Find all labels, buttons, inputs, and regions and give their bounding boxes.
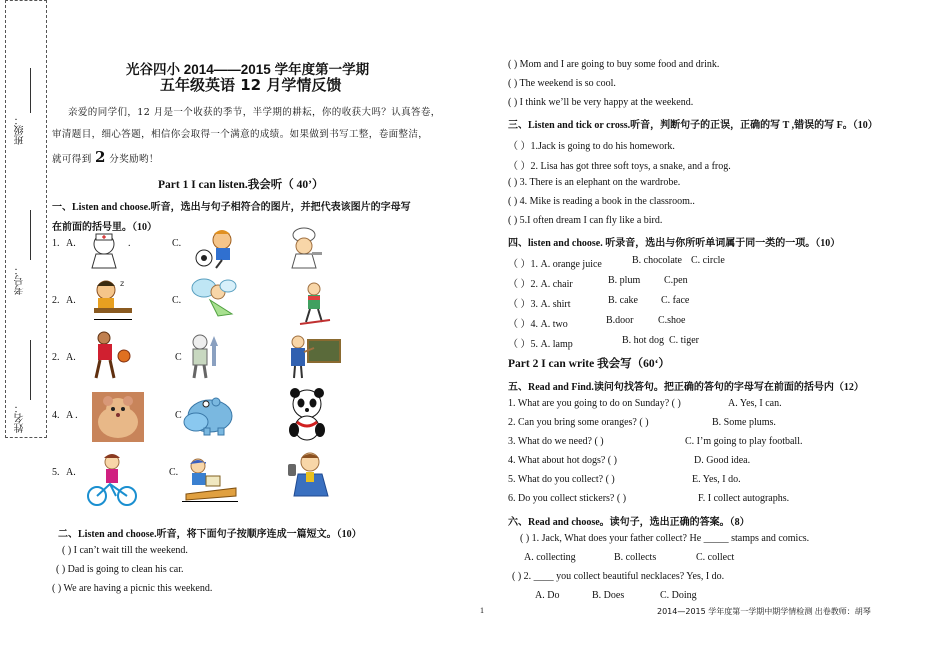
sec4-item2-a: （ ）2. A. chair <box>508 279 573 290</box>
basketball-player-picture <box>88 330 132 382</box>
intro-line3-post: 分奖励哟！ <box>109 154 159 165</box>
class-line <box>30 68 31 113</box>
sec5-q6: 6. Do you collect stickers? ( ) <box>508 493 627 504</box>
row2-underline <box>94 319 132 320</box>
sec5-q4: 4. What about hot dogs? ( ) <box>508 455 617 466</box>
row4-a: A . <box>66 410 78 421</box>
row1-dot: . <box>128 238 131 249</box>
part2-title: Part 2 I can write 我会写（60‘） <box>508 358 670 370</box>
cook-picture <box>282 226 326 270</box>
number-line <box>30 210 31 260</box>
binding-strip <box>5 0 47 438</box>
intro-line2: 审清题目，细心答题，相信你会取得一个满意的成绩。如果做到书写工整，卷面整洁， <box>52 129 429 140</box>
intro-points: 2 <box>95 148 106 166</box>
sec5-q2: 2. Can you bring some oranges? ( ) <box>508 417 649 428</box>
name-line <box>30 340 31 400</box>
sec4-item4-a: （ ）4. A. two <box>508 319 568 330</box>
svg-text:z: z <box>120 279 125 288</box>
sec3-item4: ( ) 4. Mike is reading a book in the classroom.. <box>508 196 695 207</box>
sec2-item3: ( ) We are having a picnic this weekend. <box>52 583 213 594</box>
boy-reading-picture <box>182 458 240 502</box>
sec1-title: 一、Listen and choose.听音，选出与句子相符合的图片，并把代表该图片的字母写 <box>52 202 411 213</box>
title-line1: 光谷四小 2014——2015 学年度第一学期 <box>126 62 370 77</box>
sec3-item3: ( ) 3. There is an elephant on the wardrobe. <box>508 177 681 188</box>
sec5-a2: B. Some plums. <box>712 417 776 428</box>
sec5-a4: D. Good idea. <box>694 455 751 466</box>
sec6-q2-opt-a: A. Do <box>535 590 560 601</box>
sec5-title: 五、Read and Find.读问句找答句。把正确的答句的字母写在前面的括号内（12） <box>508 382 864 393</box>
cont-item1: ( ) Mom and I are going to buy some food and drink. <box>508 59 720 70</box>
girl-bike-picture <box>86 452 138 508</box>
astronaut-picture <box>184 332 224 380</box>
page-number: 1 <box>480 606 484 615</box>
sec1-title2: 在前面的括号里。（10） <box>52 222 157 233</box>
sec3-item5: ( ) 5.I often dream I can fly like a bird. <box>508 215 663 226</box>
sec4-item3-c: C. face <box>661 295 690 306</box>
sec4-item1-b: B. chocolate <box>632 255 682 266</box>
sec5-a1: A. Yes, I can. <box>728 398 782 409</box>
fairy-picture <box>188 274 240 320</box>
footer-text: 2014—2015 学年度第一学期中期学情检测 出卷教师：胡琴 <box>657 607 871 616</box>
sleeping-student-picture <box>92 276 134 320</box>
row4-c: C <box>175 410 182 421</box>
row1-num: 1. <box>52 238 60 249</box>
sec6-q2-opt-b: B. Does <box>592 590 625 601</box>
sec6-q2-opt-c: C. Doing <box>660 590 697 601</box>
sec4-item4-b: B.door <box>606 315 634 326</box>
row5-num: 5. <box>52 467 60 478</box>
sec5-a3: C. I’m going to play football. <box>685 436 803 447</box>
sec5-a6: F. I collect autographs. <box>698 493 790 504</box>
row5-a: A. <box>66 467 76 478</box>
sec3-item1: （ ）1.Jack is going to do his homework. <box>508 141 675 152</box>
intro-line3-pre: 就可得到 <box>52 154 92 165</box>
sec6-q2: ( ) 2. ____ you collect beautiful necklaces? Yes, I do. <box>512 571 725 582</box>
sec4-item3-b: B. cake <box>608 295 638 306</box>
row2-num: 2. <box>52 295 60 306</box>
football-boy-picture <box>194 228 240 270</box>
intro-line3 <box>52 148 159 166</box>
row3-num: 2. <box>52 352 60 363</box>
row5-underline <box>182 501 238 502</box>
sec6-q1: ( ) 1. Jack, What does your father collect? He _____ stamps and comics. <box>520 533 810 544</box>
sec4-item5-c: C. tiger <box>669 335 699 346</box>
sec5-q3: 3. What do we need? ( ) <box>508 436 604 447</box>
sec4-item5-b: B. hot dog <box>622 335 664 346</box>
sec4-item2-c: C.pen <box>664 275 688 286</box>
class-label: 班级： <box>15 115 26 145</box>
sec4-title: 四、listen and choose. 听录音，选出与你所听单词属于同一类的一项。（10） <box>508 238 841 249</box>
row2-c: C. <box>172 295 182 306</box>
number-label: 考号： <box>15 265 26 295</box>
cont-item2: ( ) The weekend is so cool. <box>508 78 616 89</box>
row3-c: C <box>175 352 182 363</box>
skier-picture <box>296 282 332 326</box>
sec2-title: 二、Listen and choose.听音，将下面句子按顺序连成一篇短文。（10） <box>58 529 362 540</box>
sec5-q1: 1. What are you going to do on Sunday? ( ) <box>508 398 681 409</box>
hippo-picture <box>182 390 234 436</box>
sec6-title: 六、Read and choose。读句子，选出正确的答案。（8） <box>508 517 750 528</box>
sec5-a5: E. Yes, I do. <box>692 474 741 485</box>
row5-c: C. <box>169 467 179 478</box>
sec6-q1-opt-b: B. collects <box>614 552 657 563</box>
sec6-q1-opt-a: A. collecting <box>524 552 576 563</box>
cont-item3: ( ) I think we’ll be very happy at the weekend. <box>508 97 694 108</box>
sec4-item2-b: B. plum <box>608 275 641 286</box>
sec4-item1-c: C. circle <box>691 255 725 266</box>
name-label: 姓名： <box>15 403 26 433</box>
row4-num: 4. <box>52 410 60 421</box>
row1-c: C. <box>172 238 182 249</box>
doctor-picture <box>86 230 126 270</box>
title-line2: 五年级英语 12 月学情反馈 <box>160 76 342 94</box>
row1-a: A. <box>66 238 76 249</box>
sec4-item4-c: C.shoe <box>658 315 686 326</box>
hamster-picture <box>92 392 144 442</box>
man-phone-picture <box>284 450 334 498</box>
row3-a: A. <box>66 352 76 363</box>
panda-picture <box>282 386 332 442</box>
sec4-item1-a: （ ）1. A. orange juice <box>508 259 602 270</box>
sec2-item2: ( ) Dad is going to clean his car. <box>56 564 184 575</box>
teacher-picture <box>286 334 342 380</box>
intro-line1: 亲爱的同学们，12 月是一个收获的季节，半学期的耕耘，你的收获大吗？认真答卷， <box>68 107 441 118</box>
sec4-item5-a: （ ）5. A. lamp <box>508 339 573 350</box>
sec3-item2: （ ）2. Lisa has got three soft toys, a snake, and a frog. <box>508 161 731 172</box>
sec3-title: 三、Listen and tick or cross.听音，判断句子的正误，正确的写 T ,错误的写 F。（10） <box>508 120 878 131</box>
sec6-q1-opt-c: C. collect <box>696 552 735 563</box>
sec2-item1: ( ) I can’t wait till the weekend. <box>62 545 188 556</box>
sec4-item3-a: （ ）3. A. shirt <box>508 299 571 310</box>
sec5-q5: 5. What do you collect? ( ) <box>508 474 615 485</box>
part1-title: Part 1 I can listen.我会听（ 40’） <box>158 179 324 191</box>
row2-a: A. <box>66 295 76 306</box>
